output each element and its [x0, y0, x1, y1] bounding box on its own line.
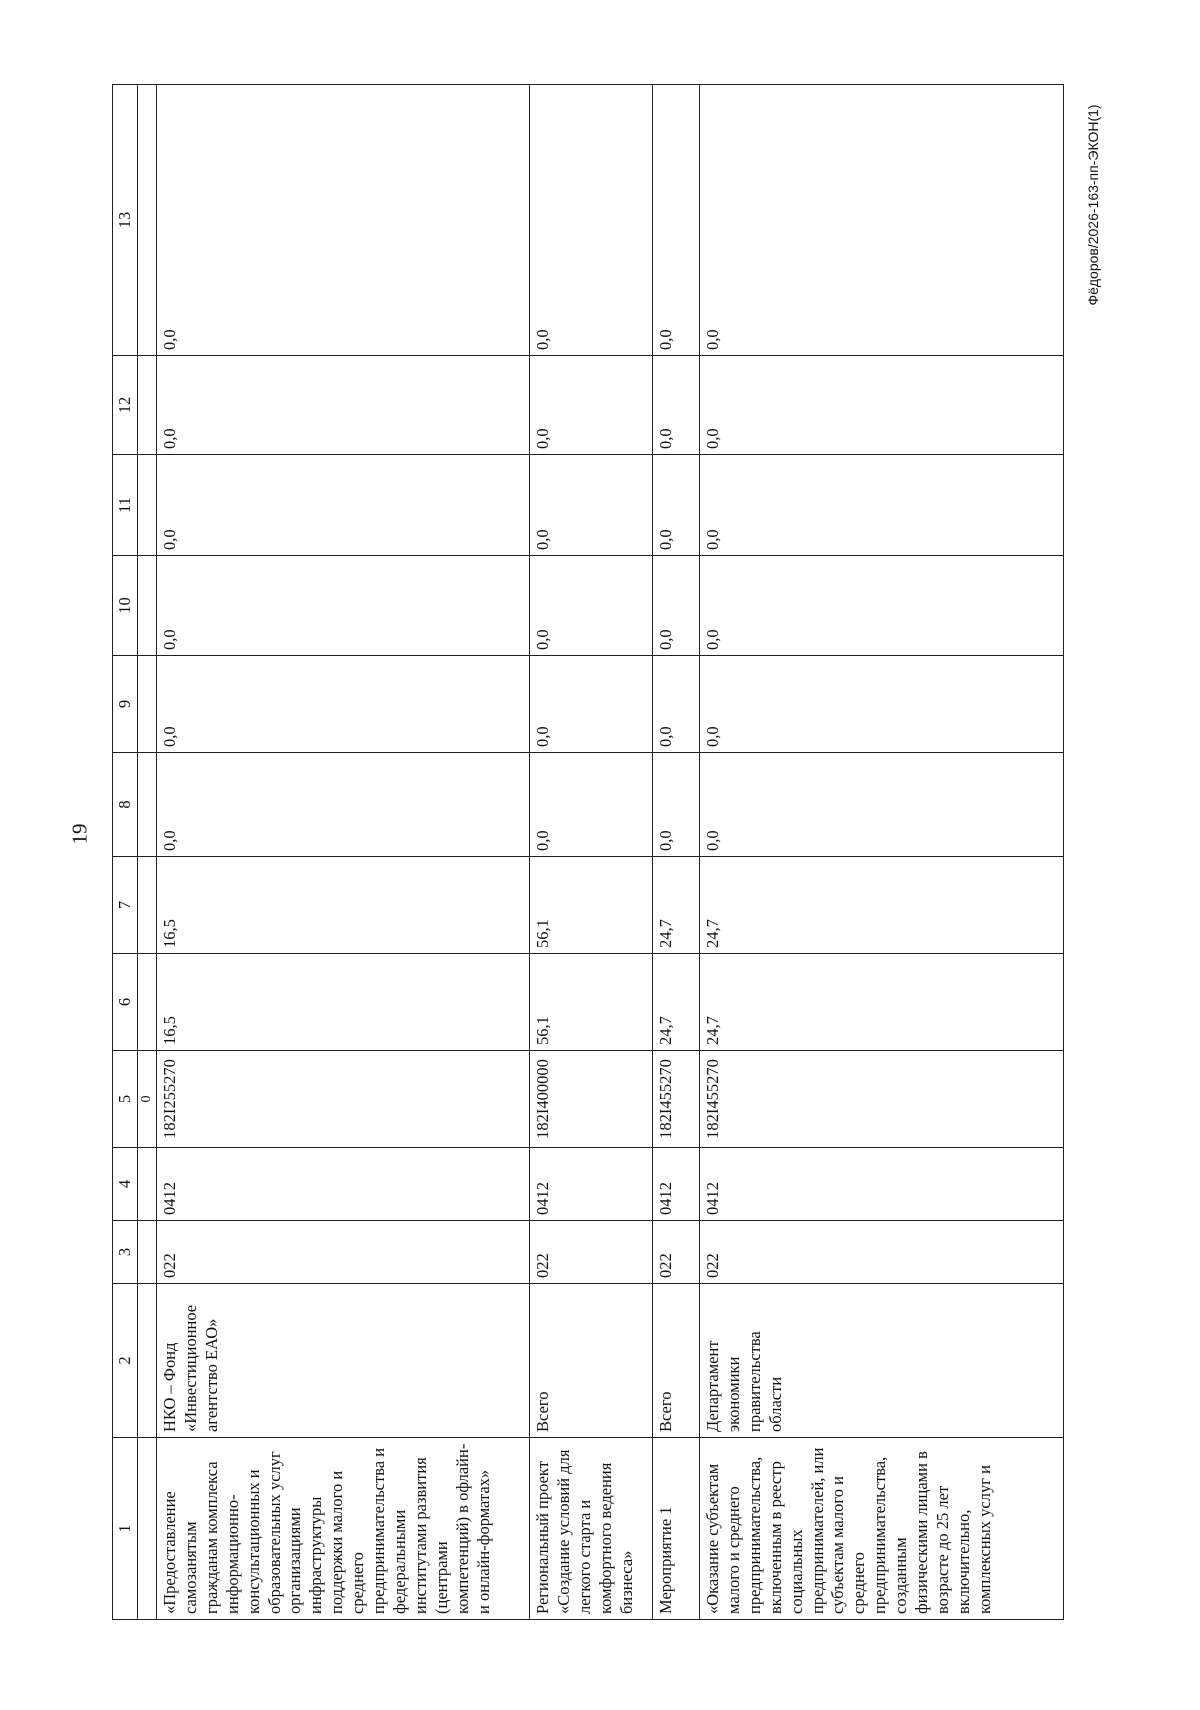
continuation-cell-10 [138, 556, 157, 656]
col-header-1: 1 [113, 1438, 138, 1620]
row-value-10: 0,0 [529, 556, 652, 656]
continuation-cell-5: 0 [138, 1051, 157, 1148]
row-value-13: 0,0 [156, 85, 529, 356]
row-value-6: 56,1 [529, 954, 652, 1051]
continuation-cell-1 [138, 1438, 157, 1620]
row-section-code: 0412 [529, 1148, 652, 1221]
row-value-7: 56,1 [529, 857, 652, 954]
budget-table [112, 84, 1064, 1620]
row-value-11: 0,0 [156, 455, 529, 556]
col-header-12: 12 [113, 356, 138, 455]
row-value-7: 24,7 [652, 857, 699, 954]
row-value-9: 0,0 [699, 656, 1063, 753]
row-value-9: 0,0 [529, 656, 652, 753]
row-value-11: 0,0 [699, 455, 1063, 556]
row-value-8: 0,0 [529, 753, 652, 857]
row-grbs: 022 [699, 1221, 1063, 1284]
row-value-8: 0,0 [652, 753, 699, 857]
col-header-10: 10 [113, 556, 138, 656]
continuation-cell-9 [138, 656, 157, 753]
row-section-code: 0412 [699, 1148, 1063, 1221]
col-header-9: 9 [113, 656, 138, 753]
row-value-7: 16,5 [156, 857, 529, 954]
row-value-13: 0,0 [529, 85, 652, 356]
table-row [652, 85, 699, 1620]
row-grbs: 022 [156, 1221, 529, 1284]
continuation-cell-13 [138, 85, 157, 356]
row-value-12: 0,0 [699, 356, 1063, 455]
page-number: 19 [67, 823, 92, 845]
col-header-13: 13 [113, 85, 138, 356]
row-value-6: 16,5 [156, 954, 529, 1051]
col-header-8: 8 [113, 753, 138, 857]
row-target-code: 182I455270 [699, 1051, 1063, 1148]
row-value-9: 0,0 [652, 656, 699, 753]
row-target-code: 182I455270 [652, 1051, 699, 1148]
row-description: Мероприятие 1 [652, 1438, 699, 1620]
continuation-row [138, 85, 157, 1620]
row-grbs: 022 [529, 1221, 652, 1284]
row-target-code: 182I255270 [156, 1051, 529, 1148]
footer-reference-text: Фёдоров/2026-163-пп-ЭКОН(1) [1085, 104, 1101, 306]
continuation-cell-12 [138, 356, 157, 455]
row-value-11: 0,0 [652, 455, 699, 556]
row-executor: НКО – Фонд «Инвестиционное агентство ЕАО» [156, 1284, 529, 1438]
continuation-cell-3 [138, 1221, 157, 1284]
row-value-13: 0,0 [699, 85, 1063, 356]
row-value-7: 24,7 [699, 857, 1063, 954]
row-value-10: 0,0 [699, 556, 1063, 656]
row-section-code: 0412 [652, 1148, 699, 1221]
row-description: Региональный проект «Создание условий для легкого старта и комфортного ведения бизнеса» [529, 1438, 652, 1620]
row-value-6: 24,7 [652, 954, 699, 1051]
header-row [113, 85, 138, 1620]
col-header-7: 7 [113, 857, 138, 954]
rotated-table-container [112, 85, 1064, 1620]
row-value-6: 24,7 [699, 954, 1063, 1051]
col-header-4: 4 [113, 1148, 138, 1221]
footer-reference [1083, 104, 1103, 306]
row-value-12: 0,0 [652, 356, 699, 455]
row-value-10: 0,0 [156, 556, 529, 656]
row-value-8: 0,0 [156, 753, 529, 857]
row-value-12: 0,0 [529, 356, 652, 455]
col-header-6: 6 [113, 954, 138, 1051]
col-header-5: 5 [113, 1051, 138, 1148]
col-header-2: 2 [113, 1284, 138, 1438]
continuation-cell-11 [138, 455, 157, 556]
table-row [699, 85, 1063, 1620]
continuation-cell-7 [138, 857, 157, 954]
row-executor: Всего [652, 1284, 699, 1438]
row-value-11: 0,0 [529, 455, 652, 556]
row-value-12: 0,0 [156, 356, 529, 455]
row-value-10: 0,0 [652, 556, 699, 656]
col-header-11: 11 [113, 455, 138, 556]
row-target-code: 182I400000 [529, 1051, 652, 1148]
row-value-9: 0,0 [156, 656, 529, 753]
continuation-cell-6 [138, 954, 157, 1051]
continuation-cell-4 [138, 1148, 157, 1221]
table-row [529, 85, 652, 1620]
row-description: «Предоставление самозанятым гражданам комплекса информационно-консультационных и образовательных услуг организациями инфраструктуры поддержки малого и среднего предпринимательства и федеральными институтами развития (центрами компетенций) в офлайн- и онлайн-форматах» [156, 1438, 529, 1620]
row-section-code: 0412 [156, 1148, 529, 1221]
row-value-13: 0,0 [652, 85, 699, 356]
row-description: «Оказание субъектам малого и среднего предпринимательства, включенным в реестр социальных предпринимателей, или субъектам малого и среднего предпринимательства, созданным физическими лицами в возрасте до 25 лет включительно, комплексных услуг и [699, 1438, 1063, 1620]
row-executor: Всего [529, 1284, 652, 1438]
row-grbs: 022 [652, 1221, 699, 1284]
row-executor: Департамент экономики правительства области [699, 1284, 1063, 1438]
row-value-8: 0,0 [699, 753, 1063, 857]
table-row [156, 85, 529, 1620]
col-header-3: 3 [113, 1221, 138, 1284]
continuation-cell-8 [138, 753, 157, 857]
continuation-cell-2 [138, 1284, 157, 1438]
